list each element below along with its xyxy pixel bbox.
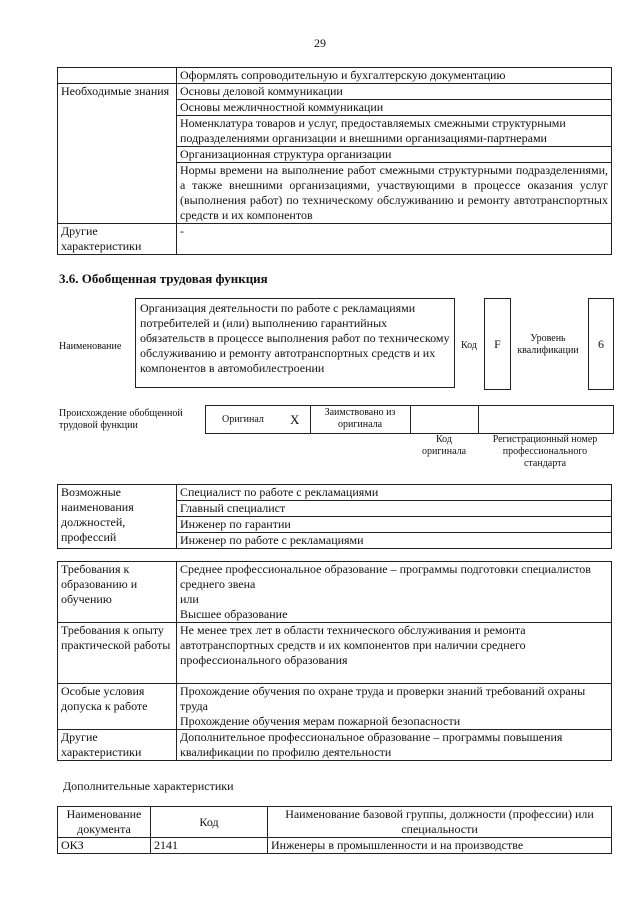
page-number: 29 <box>314 36 326 50</box>
borrowed-label: Заимствовано из оригинала <box>324 407 396 430</box>
table-cell: Основы межличностной коммуникации <box>177 100 612 116</box>
level-label: Уровень квалификации <box>517 333 579 356</box>
table-row <box>58 838 612 854</box>
table-row <box>58 684 612 730</box>
table-row <box>58 68 612 84</box>
table-cell: 2141 <box>151 838 268 854</box>
column-header: Наименование базовой группы, должности (профессии) или специальности <box>268 807 612 838</box>
table-cell: - <box>177 224 612 255</box>
table-cell: Нормы времени на выполнение работ смежными структурными подразделениями, а также внешними организациями, участвующими в процессе оказания услуг (выполнения работ) по техническому обслуживанию и ремонту автотранспортных средств и их компонентов <box>177 163 612 224</box>
knowledge-table <box>57 67 612 255</box>
table-row <box>58 84 612 100</box>
function-name: Организация деятельности по работе с рекламациями потребителей и (или) выполнению гарантийных обязательств в процессе выполнения работ по техническому обслуживанию и ремонту автотранспортных средств и их компонентов в автомобилестроении <box>135 298 455 388</box>
divider <box>410 406 411 433</box>
original-mark: X <box>290 412 300 427</box>
cell-line: Высшее образование <box>180 607 288 621</box>
table-cell: Дополнительное профессиональное образование – программы повышения квалификации по профилю деятельности <box>177 730 612 761</box>
table-cell <box>177 562 612 623</box>
table-header-row <box>58 807 612 838</box>
row-label: Другие характеристики <box>58 224 177 255</box>
extra-table <box>57 806 612 854</box>
table-cell <box>177 684 612 730</box>
code-label: Код <box>461 340 477 351</box>
row-label <box>58 68 177 84</box>
table-cell: ОКЗ <box>58 838 151 854</box>
origin-label: Происхождение обобщенной трудовой функции <box>59 408 183 431</box>
reg-number-label: Регистрационный номер профессионального стандарта <box>492 434 598 469</box>
code-value: F <box>484 298 511 390</box>
positions-table <box>57 484 612 549</box>
row-label: Требования к опыту практической работы <box>58 623 177 684</box>
row-label: Другие характеристики <box>58 730 177 761</box>
table-cell: Инженеры в промышленности и на производстве <box>268 838 612 854</box>
table-cell: Инженер по гарантии <box>177 517 612 533</box>
cell-line: Прохождение обучения мерам пожарной безопасности <box>180 714 461 728</box>
row-label: Особые условия допуска к работе <box>58 684 177 730</box>
row-label: Необходимые знания <box>58 84 177 224</box>
row-label: Возможные наименования должностей, профессий <box>58 485 177 549</box>
table-cell: Инженер по работе с рекламациями <box>177 533 612 549</box>
level-value: 6 <box>588 298 614 390</box>
table-row <box>58 485 612 501</box>
cell-line: Среднее профессиональное образование – программы подготовки специалистов среднего звена <box>180 562 591 591</box>
cell-line: или <box>180 592 199 606</box>
table-cell: Организационная структура организации <box>177 147 612 163</box>
requirements-table <box>57 561 612 761</box>
divider <box>478 406 479 433</box>
table-cell: Оформлять сопроводительную и бухгалтерскую документацию <box>177 68 612 84</box>
section-title: 3.6. Обобщенная трудовая функция <box>59 271 268 286</box>
extra-title: Дополнительные характеристики <box>63 779 234 793</box>
code-original-label: Код оригинала <box>421 434 467 457</box>
table-cell: Основы деловой коммуникации <box>177 84 612 100</box>
table-row <box>58 562 612 623</box>
table-cell: Не менее трех лет в области технического обслуживания и ремонта автотранспортных средств и их компонентов при наличии среднего профессионального образования <box>177 623 612 684</box>
cell-line: Прохождение обучения по охране труда и проверки знаний требований охраны труда <box>180 684 586 713</box>
divider <box>310 406 311 433</box>
origin-box <box>205 405 614 434</box>
table-row <box>58 224 612 255</box>
column-header: Код <box>151 807 268 838</box>
original-label: Оригинал <box>222 414 264 425</box>
column-header: Наименование документа <box>58 807 151 838</box>
table-cell: Номенклатура товаров и услуг, предоставляемых смежными структурными подразделениями организации и внешними организациями-партнерами <box>177 116 612 147</box>
table-cell: Специалист по работе с рекламациями <box>177 485 612 501</box>
table-row <box>58 730 612 761</box>
name-label: Наименование <box>59 341 122 352</box>
table-row <box>58 623 612 684</box>
table-cell: Главный специалист <box>177 501 612 517</box>
row-label: Требования к образованию и обучению <box>58 562 177 623</box>
